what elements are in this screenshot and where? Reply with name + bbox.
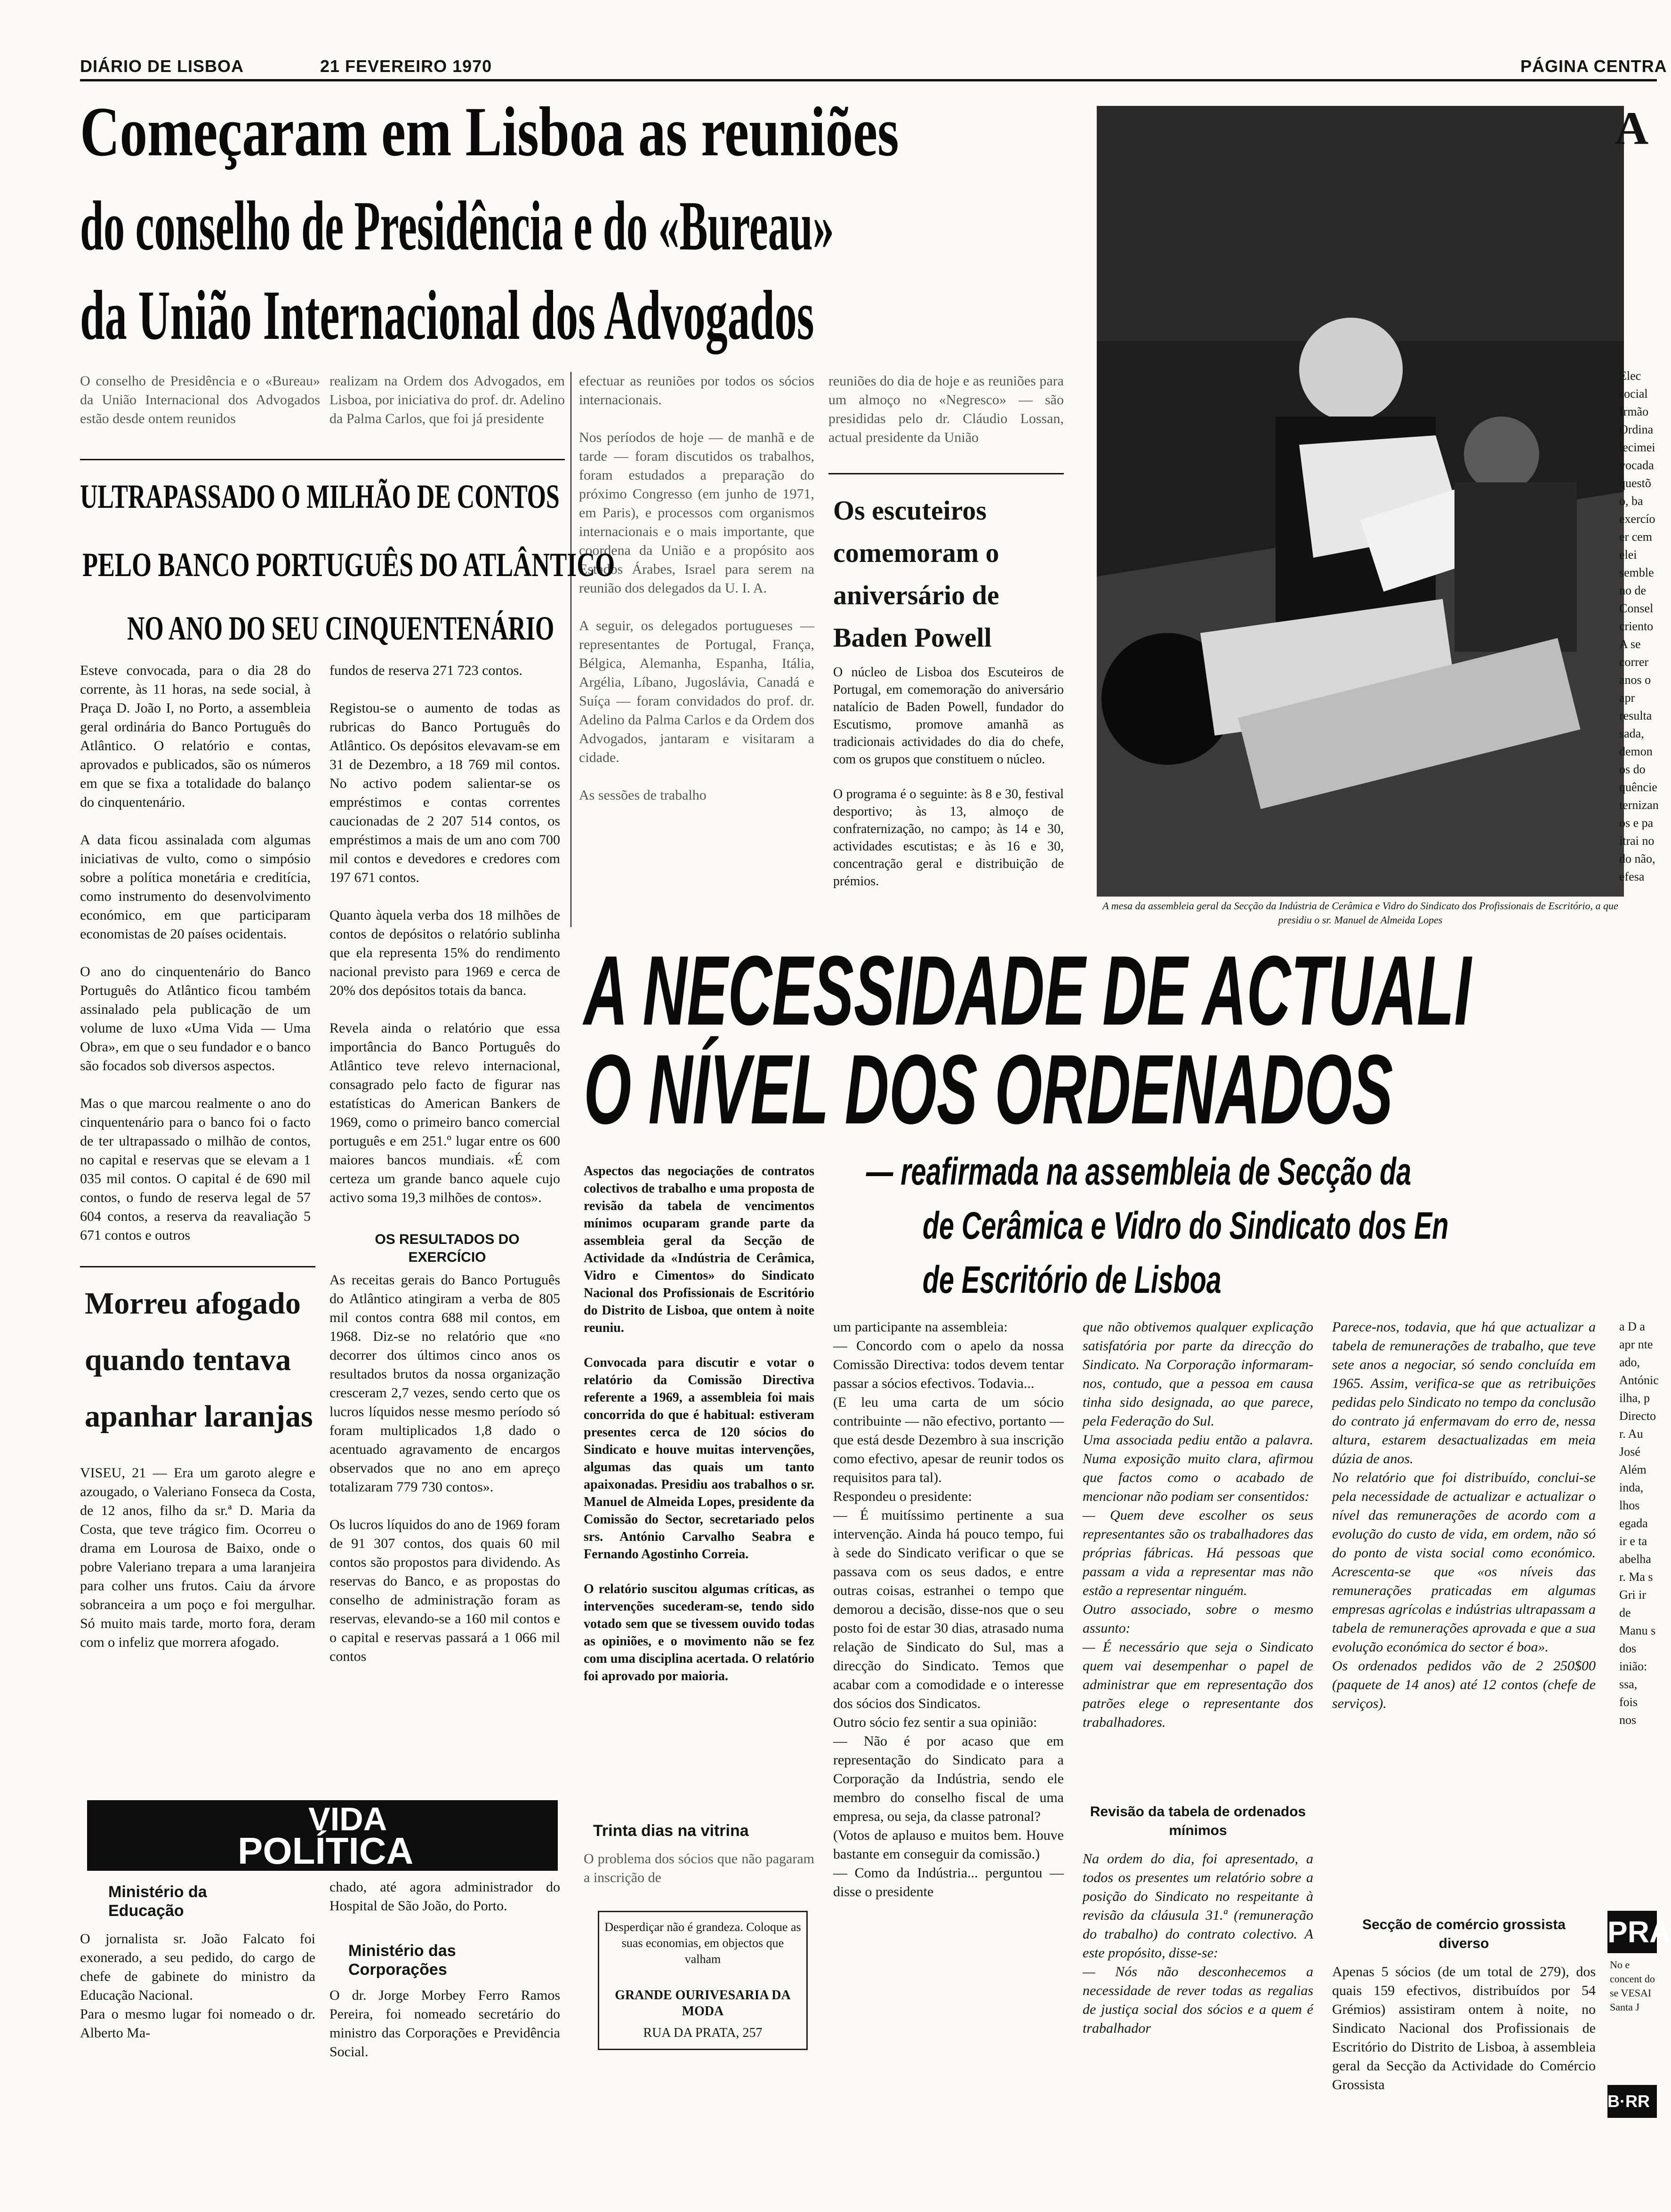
ordenados-lead: Aspectos das negociações de contratos colectivos de trabalho e uma proposta de revisão da tabela de vencimentos mínimos ocuparam grande parte da assembleia geral da Secção de Actividade da «Indústria de Cerâmica, Vidro e Cimentos» do Sindicato Nacional dos Profissionais de Escritório do Distrito de Lisboa, que ontem à noite reuniu. Convocada para discutir e votar o relatório da Comissão Directiva referente a 1969, a assembleia foi mais concorrida do que é habitual: estiveram presentes cerca de 120 sócios do Sindicato e houve muitas intervenções, algumas das quais um tanto apaixonadas. Presidiu aos trabalhos o sr. Manuel de Almeida Lopes, presidente da Comissão do Sector, secretariado pelos srs. António Carvalho Seabra e Fernando Agostinho Correia. O relatório suscitou algumas críticas, as intervenções sucederam-se, tendo sido votado sem que se tivessem ouvido todas as opiniões, e o movimento não se fez com uma disciplina acertada. O relatório foi aprovado por maioria. (584, 1164, 814, 1683)
ordenados-subhead-line2: de Cerâmica e Vidro do Sindicato dos En (923, 1204, 1449, 1247)
main-headline-line3: da União Internacional dos Advogados (80, 276, 814, 354)
masthead-rule (80, 79, 1657, 81)
vida-politica-banner-line2: POLÍTICA (238, 1830, 414, 1872)
escuteiros-rule (828, 473, 1064, 474)
vp-item1-title: Ministério da Educação (108, 1883, 207, 1920)
main-story-col1: O conselho de Presidência e o «Bureau» da União Internacional dos Advogados estão desde ontem reunidos (80, 373, 320, 426)
masthead-page-label: PÁGINA CENTRA (1520, 56, 1667, 76)
main-story-col4: reuniões do dia de hoje e as reuniões para um almoço no «Negresco» — são presididas pelo dr. Cláudio Lossan, actual presidente da União (828, 373, 1064, 445)
ad-shop: GRANDE OURIVESARIA DA MODA (615, 1988, 791, 2019)
vida-politica-banner-line1: VIDA (308, 1801, 387, 1837)
main-story-col3: efectuar as reuniões por todos os sócios internacionais. Nos períodos de hoje — de manhã e de tarde — foram discutidos os trabalhos, foram estudados a preparação do próximo Congresso (em junho de 1971, em Paris), e processos com organismos internacionais e o mais importante, que coordena da União e a propósito aos Estados Árabes, Israel para serem na reunião dos delegados da U. I. A. A seguir, os delegados portugueses — representantes de Portugal, França, Bélgica, Alemanha, Espanha, Itália, Argélia, Líbano, Jugoslávia, Canadá e Suíça — foram convidados do prof. dr. Adelino da Palma Carlos e da Ordem dos Advogados, jantaram e visitaram a cidade. As sessões de trabalho (579, 373, 814, 803)
milhao-col1: Esteve convocada, para o dia 28 do corrente, às 11 horas, na sede social, à Praça D. João I, no Porto, a assembleia geral ordinária do Banco Português do Atlântico. O relatório e contas, aprovados e publicados, são os números em que se fixa a totalidade do balanço do cinquentenário. A data ficou assinalada com algumas iniciativas de vulto, como o simpósio sobre a política monetária e creditícia, como instrumento do desenvolvimento económico, em que participaram economistas de 20 países ocidentais. O ano do cinquentenário do Banco Português do Atlântico ficou também assinalado pela publicação de um volume de luxo «Uma Vida — Uma Obra», em que o seu fundador e o banco são focados sob diversos aspectos. Mas o que marcou realmente o ano do cinquentenário para o banco foi o facto de ter ultrapassado o milhão de contos, no capital e reservas que se elevam a 1 035 mil contos. O capital é de 690 mil contos, o fundo de reserva legal de 57 604 contos, a reserva da reavaliação 5 671 contos e outros (80, 663, 311, 1243)
ordenados-headline-line2: O NÍVEL DOS ORDENADOS (584, 1034, 1393, 1145)
ad-text: Desperdiçar não é grandeza. Coloque as suas economias, em objectos que valham (604, 1920, 801, 1966)
assembly-photo (1097, 106, 1624, 897)
escuteiros-body: O núcleo de Lisboa dos Escuteiros de Portugal, em comemoração do aniversário natalício de Baden Powell, fundador do Escutismo, promove amanhã as tradicionais actividades do dia do chefe, com os grupos que constituem o núcleo. O programa é o seguinte: às 8 e 30, festival desportivo; às 13, almoço de confraternização, no campo; às 14 e 30, actividades escutistas; e às 16 e 30, concentração geral e distribuição de prémios. (833, 665, 1064, 889)
photo-caption: A mesa da assembleia geral da Secção da Indústria de Cerâmica e Vidro do Sindicato dos Profissionais de Escritório, a que presidiu o sr. Manuel de Almeida Lopes (1102, 900, 1618, 926)
main-story-col2: realizam na Ordem dos Advogados, em Lisboa, por iniciativa do prof. dr. Adelino da Palma Carlos, que foi já presidente (329, 373, 565, 426)
ordenados-subhead-line3: de Escritório de Lisboa (923, 1258, 1221, 1301)
vp-item2-pre: chado, até agora administrador do Hospital de São João, do Porto. (329, 1879, 560, 1914)
right-edge-column2: a D a apr nte ado, Antónic ilha, p Directo r. Au José Além inda, lhos egada ir e ta abelha r. Ma s Gri ir de Manu s dos inião: ssa, fois nos (1619, 1320, 1659, 1727)
milhao-col2b: As receitas gerais do Banco Português do Atlântico atingiram a verba de 805 mil contos contra 688 mil contos, em 1968. Diz-se no relatório que «no decorrer dos últimos cinco anos os resultados brutos da nossa organização cresceram 2,7 vezes, sendo certo que os lucros líquidos nesse mesmo período só foram multiplicados 1,8 dado o acentuado agravamento de encargos observados que no ano em apreço totalizaram 779 730 contos». Os lucros líquidos do ano de 1969 foram de 91 307 contos, dos quais 60 mil contos são propostos para dividendo. As reservas do Banco, e as propostas do conselho de administração foram as reservas, elevando-se a 160 mil contos e o capital e reservas passará a 1 066 mil contos (329, 1272, 560, 1664)
milhao-headline-line2: PELO BANCO PORTUGUÊS DO ATLÂNTICO (82, 546, 615, 584)
vp-item2-title: Ministério das Corporações (348, 1942, 456, 1979)
ordenados-col4: Parece-nos, todavia, que há que actualizar a tabela de remunerações de trabalho, que teve sete anos a negociar, só sendo concluída em 1965. Assim, verifica-se que as retribuições pedidas pelo Sindicato no tempo da conclusão do contrato já enfermavam do erro de, nessa altura, estarem desactualizadas em meia dúzia de anos. No relatório que foi distribuído, conclui-se pela necessidade de actualizar e actualizar o nível das remunerações de acordo com a evolução do custo de vida, em ordem, não só do ponto de vista social como económico. Acrescenta-se que «os níveis das remunerações praticadas em algumas empresas agrícolas e indústrias ultrapassam a tabela de remunerações aprovada e que a sua evolução económica do sector é boa». Os ordenados pedidos vão de 2 250$00 (paquete de 14 anos) até 12 contos (chefe de serviços). (1332, 1319, 1596, 1711)
milhao-headline-line1: ULTRAPASSADO O MILHÃO DE CONTOS (80, 478, 560, 515)
ad-address: RUA DA PRATA, 257 (643, 2026, 763, 2040)
main-headline-line1: Começaram em Lisboa as reuniões (80, 93, 899, 171)
ordenados-col3b: Na ordem do dia, foi apresentado, a todos os presentes um relatório sobre a posição do Sindicato no respeitante à revisão da cláusula 31.ª (remuneração do trabalho) do contrato colectivo. A este propósito, disse-se: — Nós não desconhecemos a necessidade de rever todas as regalias de justiça social dos sócios e a quem é trabalhador (1083, 1851, 1313, 2036)
ordenados-col4-subhead: Secção de comércio grossista diverso (1362, 1917, 1566, 1951)
vitrina-headline: Trinta dias na vitrina (593, 1822, 749, 1840)
column-divider (570, 372, 571, 927)
escuteiros-headline: Os escuteiros comemoram o aniversário de Baden Powell (833, 495, 999, 653)
afogado-headline: Morreu afogado quando tentava apanhar laranjas (85, 1286, 313, 1434)
ourivesaria-ad (598, 1911, 808, 2050)
right-edge-ad-letters: PRA (1607, 1911, 1657, 1953)
ordenados-headline-line1: A NECESSIDADE DE ACTUALI (584, 935, 1471, 1046)
masthead-paper: DIÁRIO DE LISBOA (80, 56, 244, 76)
right-edge-top-letter: A (1615, 102, 1649, 154)
ordenados-col4b: Apenas 5 sócios (de um total de 279), dos quais 159 efectivos, distribuídos por 54 Grémios) assistiram ontem à noite, no Sindicato Nacional dos Profissionais de Escritório do Distrito de Lisboa, à assembleia geral da Secção da Actividade do Comércio Grossista (1332, 1964, 1596, 2092)
main-headline-line2: do conselho de Presidência e do «Bureau» (80, 187, 834, 265)
right-edge-column: Elec social Irmão Ordina lecimei vocada questõ o, ba exercío er cem elei semble no de Consel criento A se correr anos o apr resulta sada, demon os do quêncie ternizan os e pa itrai no do não, efesa (1619, 369, 1659, 883)
right-edge-ad-bottom: B·RR (1607, 2085, 1657, 2118)
milhao-rule-top (80, 459, 565, 460)
vitrina-body: O problema dos sócios que não pagaram a inscrição de (584, 1851, 814, 1885)
assembly-photo-image (1097, 106, 1624, 897)
vida-politica-banner (87, 1800, 558, 1871)
milhao-subhead: OS RESULTADOS DO EXERCÍCIO (375, 1232, 520, 1265)
vp-item1-body: O jornalista sr. João Falcato foi exonerado, a seu pedido, do cargo de chefe de gabinete do ministro da Educação Nacional. Para o mesmo lugar foi nomeado o dr. Alberto Ma- (80, 1931, 315, 2041)
vp-item2-body: O dr. Jorge Morbey Ferro Ramos Pereira, foi nomeado secretário do ministro das Corporações e Previdência Social. (329, 1988, 560, 2060)
milhao-headline-line3: NO ANO DO SEU CINQUENTENÁRIO (127, 609, 554, 647)
masthead-date: 21 FEVEREIRO 1970 (320, 56, 492, 76)
ordenados-col2: um participante na assembleia: — Concordo com o apelo da nossa Comissão Directiva: todos devem tentar passar a sócios efectivos. Todavia... (E leu uma carta de um sócio contribuinte — não efectivo, portanto — que está desde Dezembro à sua inscrição como efectivo, apesar de reunir todos os requisitos para tal). Respondeu o presidente: — É muitíssimo pertinente a sua intervenção. Ainda há pouco tempo, fui à sede do Sindicato verificar o que se passava com os seus dados, e entre outras coisas, estranhei o tempo que demorou a decisão, disse-nos que o seu posto foi de estar 30 dias, atrasado numa relação de Sindicato do Sul, mas a direcção do Sindicato. Temos que acabar com a comodidade e o interesse dos sócios dos Sindicatos. Outro sócio fez sentir a sua opinião: — Não é por acaso que em representação do Sindicato para a Corporação da Indústria, sendo ele membro do conselho fiscal de uma empresa, ou seja, da classe patronal? (Votos de aplauso e muitos bem. Houve bastante em conseguir da comissão.) — Como da Indústria... perguntou — disse o presidente (833, 1319, 1064, 1899)
milhao-col2: fundos de reserva 271 723 contos. Registou-se o aumento de todas as rubricas do Banco Português do Atlântico. Os depósitos elevavam-se em 31 de Dezembro, a 18 769 mil contos. No activo podem salientar-se os empréstimos e contas correntes caucionadas de 2 207 514 contos, os empréstimos a mais de um ano com 700 mil contos e devedores e credores com 197 671 contos. Quanto àquela verba dos 18 milhões de contos de depósitos o relatório sublinha que ela representa 15% do rendimento nacional previsto para 1969 e cerca de 20% dos depósitos totais da banca. Revela ainda o relatório que essa importância do Banco Português do Atlântico teve relevo internacional, consagrado pelo facto de figurar nas estatísticas do American Bankers de 1969, como o primeiro banco comercial português e em 251.º lugar entre os 600 maiores bancos mundiais. «É com certeza um grande banco aquele cujo activo soma 19,3 milhões de contos». (329, 663, 560, 1205)
ordenados-col3: que não obtivemos qualquer explicação satisfatória por parte da direcção do Sindicato. Na Corporação informaram-nos, contudo, que a pessoa em causa tinha sido designada, ao que parece, pela Federação do Sul. Uma associada pediu então a palavra. Numa exposição muito clara, afirmou que factos como o acabado de mencionar não podiam ser consentidos: — Quem deve escolher os seus representantes são os trabalhadores das próprias fábricas. Há pessoas que passam a vida a representar mas não estão a representar ninguém. Outro associado, sobre o mesmo assunto: — É necessário que seja o Sindicato quem vai desempenhar o papel de administrar que em representação dos patrões elege o representante dos trabalhadores. (1083, 1319, 1313, 1730)
afogado-rule (80, 1266, 315, 1267)
afogado-body: VISEU, 21 — Era um garoto alegre e azougado, o Valeriano Fonseca da Costa, de 12 anos, filho da sr.ª D. Maria da Costa, que teve trágico fim. Ocorreu o drama em Lourosa de Baixo, onde o pobre Valeriano trepara a uma laranjeira para colher uns frutos. Caiu da árvore sobranceira a um poço e foi mergulhar. Só muito mais tarde, morto fora, deram com o infeliz que morrera afogado. (80, 1465, 315, 1650)
ordenados-subhead-line1: — reafirmada na assembleia de Secção da (866, 1150, 1412, 1193)
ordenados-col3-subhead: Revisão da tabela de ordenados mínimos (1090, 1804, 1306, 1838)
right-edge-ad-small: No e concent do se VESAI Santa J (1610, 1959, 1655, 2013)
